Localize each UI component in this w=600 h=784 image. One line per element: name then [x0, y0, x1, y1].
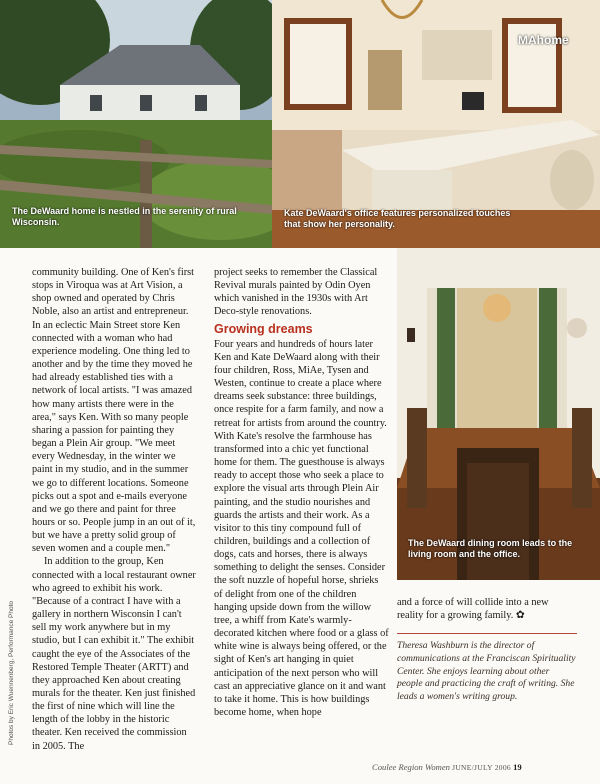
article-column-1: [32, 266, 197, 753]
page-footer: [372, 762, 522, 772]
article-ending: and a force of will collide into a new reality for a growing family.: [397, 597, 549, 622]
article-paragraph: project seeks to remember the Classical Revival murals painted by Odin Oyen which vanished in the 1930s with Art Deco-style renovations.: [214, 267, 378, 318]
publication-name: Coulee Region Women: [372, 762, 450, 772]
article-column-3: [397, 596, 577, 622]
farmhouse-caption: The DeWaard home is nestled in the serenity of rural Wisconsin.: [12, 206, 237, 227]
page-number: 19: [513, 762, 522, 772]
article-paragraph: Four years and hundreds of hours later Ken and Kate DeWaard along with their four children, Ross, MiAe, Tysen and Westen, continue to create a place where dreams seek substance: three buildings, once respite for a farm family, and now a retreat for artists from around the country. With Kate's resolve the farmhouse has transformed into a chic yet functional home for them. The guesthouse is always ready to accept those who seek a place to explore the visual arts through Plein Air painting, and the studio nourishes and guards the artists and their work. As a visitor to this tiny compound full of children, buildings and a collection of dogs, cats and horses, there is always something to delight the senses. Consider the soft nuzzle of hopeful horse, shrieks of delight from one of the children hanging upside down from the willow tree, a whiff from Kate's warmly-decorated kitchen where food or a glass of white wine is always being offered, or the sight of Ken's art hanging in quiet anticipation of the next person who will cast an appreciative glance on it and want to take it home. This is how buildings become home, when hope: [214, 338, 389, 718]
section-heading: Growing dreams: [214, 321, 313, 336]
article-paragraph: community building. One of Ken's first stops in Viroqua was at Art Vision, a shop owned and operated by Chris Noble, also an artist and entrepreneur. In an eclectic Main Street store Ken connected with a woman who had experience modeling. One thing led to another and by the time they moved he had already established ties with a network of local artists. "I was amazed how many artists there were in the area," says Ken. With so many people sharing a passion for painting they began a Plein Air group. "We meet every Wednesday, in the winter we paint in my studio, and in the summer we go to different locations. Someone picks out a spot and e-mails everyone and we go there and paint for three hours or so. People jump in an out of it, but we have a pretty solid group of seven women and a couple men.": [32, 267, 196, 555]
dining-room-caption: The DeWaard dining room leads to the living room and the office.: [408, 538, 573, 559]
office-caption: Kate DeWaard's office features personalized touches that show her personality.: [284, 208, 511, 229]
dining-room-photo: [397, 248, 600, 580]
end-mark-icon: ✿: [515, 610, 525, 622]
photo-credit: Photos by Eric Wuennenberg, Performance Photo: [8, 600, 15, 745]
article-paragraph: In addition to the group, Ken connected with a local restaurant owner who agreed to exhibit his work. "Because of a contract I have with a gallery in northern Wisconsin I can't sell my work anywhere but in my studio, but I can exhibit it." The exhibit caught the eye of the Associates of the Restored Temple Theater (ARTT) and they approached Ken about creating murals for the theater. Ken just finished the first of nine which will line the length of the lobby in the historic theater. Ken received the commission in 2005. The: [32, 556, 196, 752]
issue-date: JUNE/JULY 2006: [452, 763, 511, 772]
bio-divider: [397, 633, 577, 634]
article-column-2: [214, 266, 389, 719]
magazine-logo: MAhome: [518, 33, 569, 47]
author-bio: Theresa Washburn is the director of communications at the Franciscan Spirituality Center. She enjoys learning about other people and practicing the craft of writing. She leads a women's writing group.: [397, 640, 576, 703]
article-paragraph: [397, 596, 577, 622]
